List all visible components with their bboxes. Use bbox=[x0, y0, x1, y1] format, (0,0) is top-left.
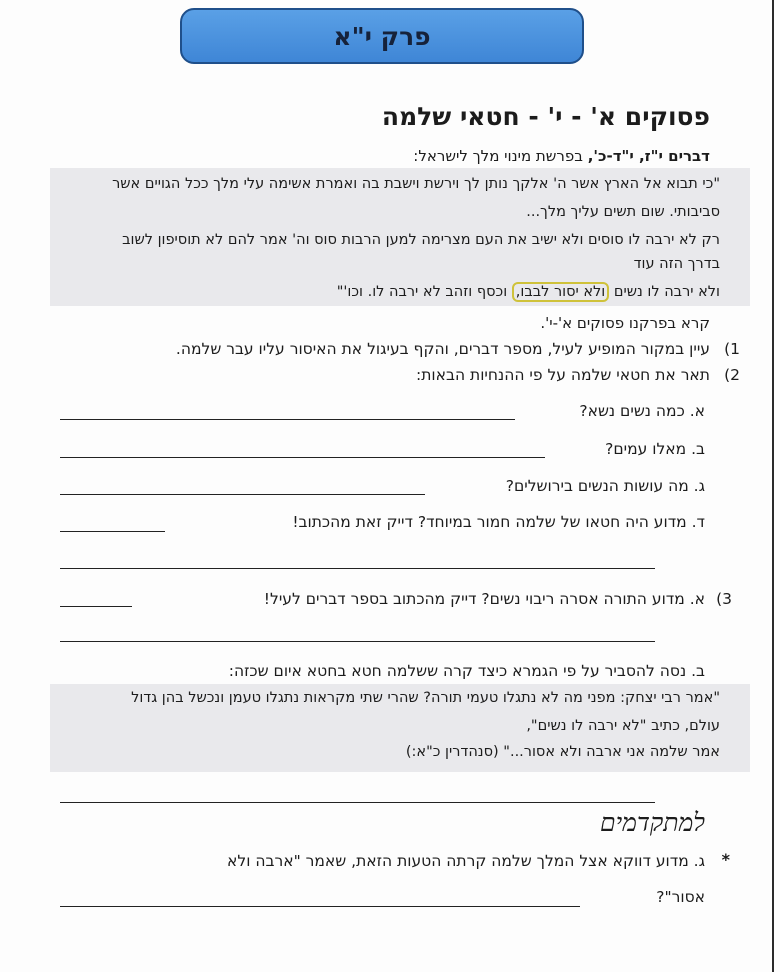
q2d-answer-line-1[interactable] bbox=[60, 531, 165, 532]
q2-text: תאר את חטאי שלמה על פי ההנחיות הבאות: bbox=[416, 366, 710, 384]
deut-quote-line-5-a: ולא ירבה לו נשים bbox=[609, 284, 720, 300]
advanced-q-line-1: ג. מדוע דווקא אצל המלך שלמה קרתה הטעות הזאת, שאמר "ארבה ולא bbox=[227, 852, 705, 870]
q2b-text: ב. מאלו עמים? bbox=[605, 440, 705, 458]
q2d-answer-line-2[interactable] bbox=[60, 568, 655, 569]
intro-line bbox=[413, 147, 710, 165]
deut-quote-block bbox=[50, 168, 750, 306]
page-edge-border bbox=[772, 0, 774, 972]
circled-prohibition: ולא יסור לבבו, bbox=[512, 282, 609, 302]
q2a-text: א. כמה נשים נשא? bbox=[579, 402, 705, 420]
advanced-heading: למתקדמים bbox=[599, 808, 705, 837]
q3a-text: א. מדוע התורה אסרה ריבוי נשים? דייק מהכתוב בספר דברים לעיל! bbox=[263, 590, 705, 608]
q2a-answer-line[interactable] bbox=[60, 419, 515, 420]
deut-quote-line-5-b: וכסף וזהב לא ירבה לו. וכו'" bbox=[336, 284, 512, 300]
advanced-star: * bbox=[721, 850, 730, 869]
deut-quote-line-1: "כי תבוא אל הארץ אשר ה' אלקך נותן לך וירשת וישבת בה ואמרת אשימה עלי מלך ככל הגויים אשר bbox=[112, 176, 720, 192]
intro-source-ref: דברים י"ז, י"ד-כ', bbox=[587, 147, 710, 165]
q2b-answer-line[interactable] bbox=[60, 457, 545, 458]
chapter-title-box bbox=[180, 8, 584, 64]
deut-quote-line-5 bbox=[337, 284, 720, 300]
q3b-text: ב. נסה להסביר על פי הגמרא כיצד קרה ששלמה חטא בחטא איום שכזה: bbox=[228, 662, 705, 680]
q2d-text: ד. מדוע היה חטאו של שלמה חמור במיוחד? דייק זאת מהכתוב! bbox=[292, 513, 705, 531]
deut-quote-line-3: רק לא ירבה לו סוסים ולא ישיב את העם מצרימה למען הרבות סוס וה' אמר להם לא תוסיפון לשוב bbox=[122, 232, 720, 248]
q1-number: 1) bbox=[724, 340, 740, 358]
q1-text: עיין במקור המופיע לעיל, מספר דברים, והקף בעיגול את האיסור עליו עבר שלמה. bbox=[175, 340, 710, 358]
q2c-answer-line[interactable] bbox=[60, 494, 425, 495]
q3b-answer-line[interactable] bbox=[60, 802, 655, 803]
deut-quote-line-2: סביבותי. שום תשים עליך מלך... bbox=[526, 204, 720, 220]
advanced-answer-line[interactable] bbox=[60, 906, 580, 907]
gemara-quote-line-1: "אמר רבי יצחק: מפני מה לא נתגלו טעמי תורה? שהרי שתי מקראות נתגלו טעמן ונכשל בהן גדול bbox=[131, 690, 720, 706]
q3a-answer-line-1[interactable] bbox=[60, 606, 132, 607]
gemara-quote-line-3: אמר שלמה אני ארבה ולא אסור..." (סנהדרין כ"א:) bbox=[405, 744, 720, 760]
q3a-answer-line-2[interactable] bbox=[60, 641, 655, 642]
gemara-quote-block bbox=[50, 684, 750, 772]
section-title: פסוקים א' - י' - חטאי שלמה bbox=[381, 102, 710, 131]
intro-text: בפרשת מינוי מלך לישראל: bbox=[413, 147, 583, 165]
chapter-title: פרק י"א bbox=[333, 21, 431, 51]
q2-number: 2) bbox=[724, 366, 740, 384]
q2c-text: ג. מה עושות הנשים בירושלים? bbox=[505, 477, 705, 495]
q3-number: 3) bbox=[716, 590, 732, 608]
gemara-quote-line-2: עולם, כתיב "לא ירבה לו נשים", bbox=[526, 718, 720, 734]
read-instruction: קרא בפרקנו פסוקים א'-י'. bbox=[540, 314, 710, 332]
deut-quote-line-4: בדרך הזה עוד bbox=[633, 256, 720, 272]
advanced-q-line-2: אסור"? bbox=[656, 888, 705, 906]
